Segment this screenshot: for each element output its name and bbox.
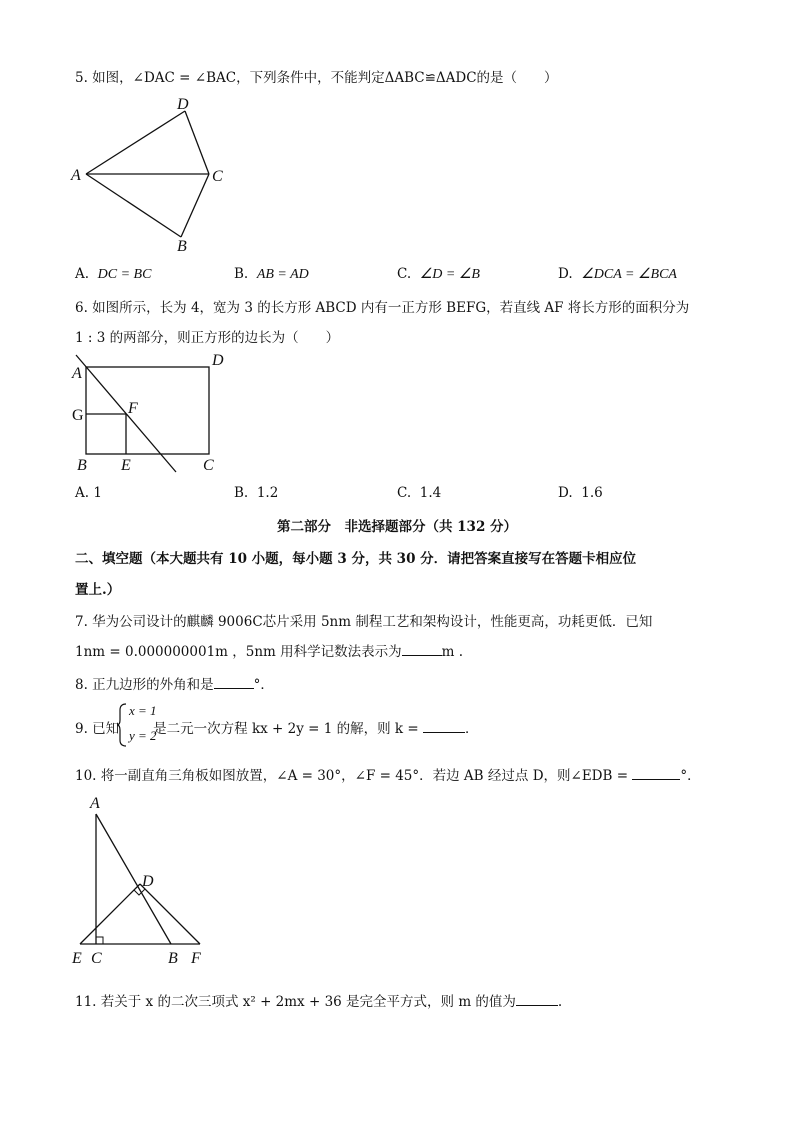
q11: 11. 若关于 x 的二次三项式 x² + 2mx + 36 是完全平方式，则 m 的值为 . — [75, 994, 563, 1010]
q5-option-a[interactable]: A. DC = BC — [75, 266, 152, 282]
q7-line1: 7. 华为公司设计的麒麟 9006C芯片采用 5nm 制程工艺和架构设计，性能更高，功耗更低．已知 — [75, 614, 653, 630]
q5-label-A: A — [71, 167, 81, 184]
q5-figure — [68, 94, 238, 259]
q5-label-D: D — [177, 96, 189, 113]
q6-label-G: G — [72, 407, 84, 424]
q5-label-C: C — [212, 168, 223, 185]
q10-stem: 10. 将一副直角三角板如图放置，∠A = 30°，∠F = 45°．若边 AB 经过点 D，则∠EDB = °． — [75, 768, 701, 784]
section2-heading-line2: 置上.） — [75, 582, 121, 598]
q7-answer-blank[interactable] — [402, 643, 442, 656]
part2-title: 第二部分 非选择题部分（共 132 分） — [276, 519, 518, 535]
q5-option-d[interactable]: D. ∠DCA = ∠BCA — [558, 266, 677, 282]
q6-option-c[interactable]: C. 1.4 — [397, 485, 442, 501]
q10-label-C: C — [91, 950, 102, 967]
q5-label-B: B — [177, 238, 187, 255]
q10-answer-blank[interactable] — [632, 767, 680, 780]
q6-option-b[interactable]: B. 1.2 — [234, 485, 279, 501]
q5-option-c[interactable]: C. ∠D = ∠B — [397, 266, 480, 282]
q6-stem-line1: 6. 如图所示，长为 4，宽为 3 的长方形 ABCD 内有一正方形 BEFG，若直线 AF 将长方形的面积分为 — [75, 300, 690, 316]
q6-label-A: A — [72, 365, 82, 382]
q6-label-C: C — [203, 457, 214, 474]
q9-eq-x: x = 1 — [129, 703, 157, 718]
q10-label-F: F — [191, 950, 201, 967]
q5-stem: 5. 如图，∠DAC = ∠BAC，下列条件中，不能判定ΔABC≌ΔADC的是（ ） — [75, 70, 558, 86]
q8: 8. 正九边形的外角和是 °． — [75, 677, 274, 693]
q9-eq-y: y = 2 — [129, 728, 157, 743]
q11-answer-blank[interactable] — [516, 993, 558, 1006]
q10-label-A: A — [90, 795, 100, 812]
q6-option-a[interactable]: A. 1 — [75, 485, 102, 501]
q6-label-E: E — [121, 457, 131, 474]
q9-brace — [116, 702, 128, 748]
q10-label-D: D — [142, 873, 154, 890]
q10-label-B: B — [168, 950, 178, 967]
q7-line2: 1nm = 0.000000001m ，5nm 用科学记数法表示为 m . — [75, 644, 464, 660]
q9: 9. 已知 是二元一次方程 kx + 2y = 1 的解，则 k = ． — [75, 721, 479, 737]
q6-label-B: B — [77, 457, 87, 474]
q6-label-D: D — [212, 352, 224, 369]
q6-stem-line2: 1 : 3 的两部分，则正方形的边长为（ ） — [75, 330, 340, 346]
q10-figure — [68, 792, 218, 970]
q5-option-b[interactable]: B. AB = AD — [234, 266, 309, 282]
q6-label-F: F — [128, 400, 138, 417]
q9-answer-blank[interactable] — [423, 720, 465, 733]
q8-answer-blank[interactable] — [214, 676, 254, 689]
q10-label-E: E — [72, 950, 82, 967]
q6-option-d[interactable]: D. 1.6 — [558, 485, 603, 501]
section2-heading-line1: 二、填空题（本大题共有 10 小题，每小题 3 分，共 30 分．请把答案直接写在答题卡相应位 — [75, 551, 637, 567]
q6-figure — [68, 350, 238, 475]
